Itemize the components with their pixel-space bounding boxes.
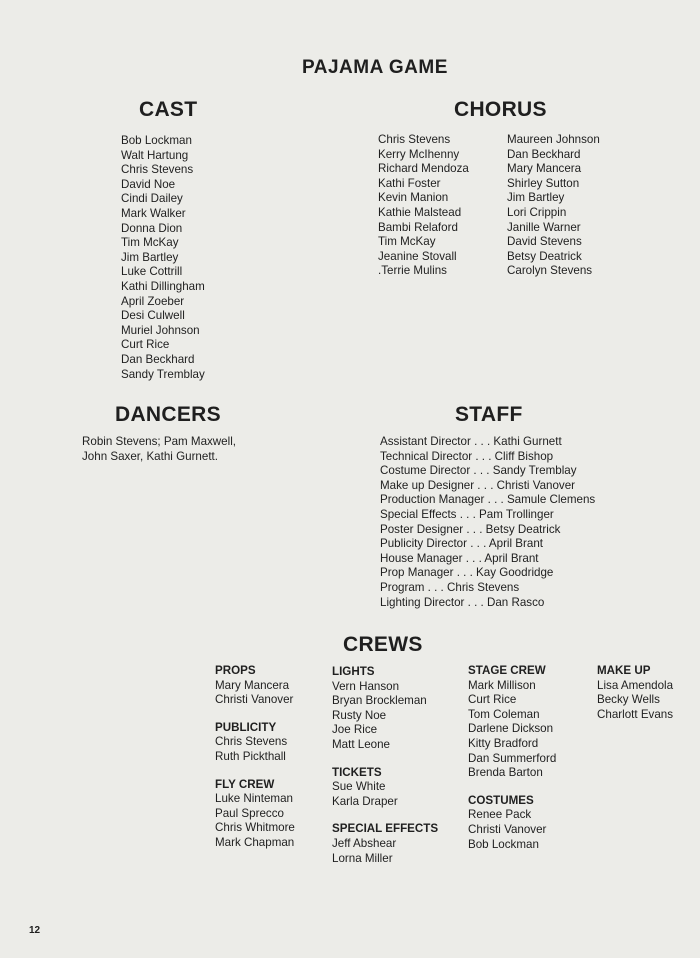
crew-column-3	[468, 664, 556, 852]
crew-name: Mark Chapman	[215, 835, 295, 849]
cast-heading: CAST	[139, 98, 198, 121]
staff-list	[380, 435, 595, 610]
cast-name: April Zoeber	[121, 294, 185, 308]
chorus-name: Kerry McIhenny	[378, 147, 460, 161]
crew-name: Matt Leone	[332, 737, 391, 751]
crew-name: Curt Rice	[468, 693, 517, 707]
crew-name: Joe Rice	[332, 723, 378, 737]
staff-line: Program . . . Chris Stevens	[380, 580, 520, 594]
staff-line: Lighting Director . . . Dan Rasco	[380, 595, 545, 609]
crew-name: Jeff Abshear	[332, 836, 397, 850]
fly-crew-label: FLY CREW	[215, 777, 275, 791]
crew-name: Becky Wells	[597, 693, 660, 707]
crew-name: Bob Lockman	[468, 837, 539, 851]
dancers-heading: DANCERS	[115, 403, 221, 426]
staff-line: Assistant Director . . . Kathi Gurnett	[380, 435, 562, 448]
chorus-name: Lori Crippin	[507, 205, 567, 219]
chorus-heading: CHORUS	[454, 98, 547, 121]
staff-line: Special Effects . . . Pam Trollinger	[380, 507, 554, 521]
special-effects-label: SPECIAL EFFECTS	[332, 822, 439, 836]
staff-line: Costume Director . . . Sandy Tremblay	[380, 464, 577, 478]
cast-name: Desi Culwell	[121, 309, 185, 323]
chorus-name: Chris Stevens	[378, 133, 451, 146]
staff-line: Publicity Director . . . April Brant	[380, 537, 544, 551]
cast-name: Mark Walker	[121, 206, 186, 220]
crew-column-1	[215, 664, 295, 851]
crews-heading: CREWS	[343, 633, 423, 656]
crew-name: Bryan Brockleman	[332, 694, 427, 708]
crew-name: Tom Coleman	[468, 707, 540, 721]
cast-name: David Noe	[121, 177, 176, 191]
chorus-list-right	[507, 133, 600, 279]
chorus-name: Kathie Malstead	[378, 205, 462, 219]
dancers-line: John Saxer, Kathi Gurnett.	[82, 450, 218, 463]
crew-name: Lisa Amendola	[597, 678, 674, 692]
cast-name: Curt Rice	[121, 338, 170, 352]
crew-column-2	[332, 665, 438, 866]
crew-name: Chris Whitmore	[215, 821, 295, 835]
cast-name: Muriel Johnson	[121, 323, 200, 337]
staff-heading: STAFF	[455, 403, 523, 426]
costumes-label: COSTUMES	[468, 793, 534, 807]
staff-line: Poster Designer . . . Betsy Deatrick	[380, 522, 561, 536]
crew-name: Chris Stevens	[215, 735, 288, 749]
tickets-label: TICKETS	[332, 765, 382, 779]
cast-list	[121, 134, 205, 382]
cast-name: Tim McKay	[121, 236, 179, 250]
crew-name: Mark Millison	[468, 678, 536, 692]
cast-name: Bob Lockman	[121, 134, 192, 147]
chorus-name: Bambi Relaford	[378, 220, 458, 234]
lights-label: LIGHTS	[332, 665, 375, 678]
cast-name: Kathi Dillingham	[121, 279, 205, 293]
crew-name: Brenda Barton	[468, 766, 543, 780]
crew-name: Dan Summerford	[468, 751, 557, 765]
chorus-name: Shirley Sutton	[507, 176, 580, 190]
crew-name: Ruth Pickthall	[215, 749, 286, 763]
staff-line: Production Manager . . . Samule Clemens	[380, 493, 596, 507]
dancers-text	[82, 434, 236, 464]
chorus-name: Kathi Foster	[378, 176, 441, 190]
chorus-name: .Terrie Mulins	[378, 264, 447, 278]
cast-name: Donna Dion	[121, 221, 183, 235]
staff-line: Technical Director . . . Cliff Bishop	[380, 449, 554, 463]
chorus-name: Carolyn Stevens	[507, 264, 593, 278]
cast-name: Chris Stevens	[121, 163, 194, 177]
cast-name: Dan Beckhard	[121, 352, 195, 366]
crew-column-4	[597, 664, 673, 722]
staff-line: Make up Designer . . . Christi Vanover	[380, 478, 576, 492]
crew-name: Lorna Miller	[332, 851, 393, 865]
chorus-name: Janille Warner	[507, 220, 581, 234]
crew-name: Christi Vanover	[468, 822, 547, 836]
chorus-name: Jeanine Stovall	[378, 249, 457, 263]
page-number: 12	[29, 925, 41, 936]
publicity-label: PUBLICITY	[215, 720, 277, 734]
crew-name: Christi Vanover	[215, 693, 294, 707]
chorus-name: David Stevens	[507, 235, 582, 249]
staff-line: Prop Manager . . . Kay Goodridge	[380, 566, 554, 580]
crew-name: Vern Hanson	[332, 679, 400, 693]
chorus-name: Tim McKay	[378, 235, 436, 249]
chorus-name: Jim Bartley	[507, 191, 565, 205]
cast-name: Cindi Dailey	[121, 192, 183, 206]
staff-line: House Manager . . . April Brant	[380, 551, 539, 565]
crew-name: Charlott Evans	[597, 707, 674, 721]
chorus-name: Betsy Deatrick	[507, 249, 582, 263]
chorus-name: Maureen Johnson	[507, 133, 600, 146]
crew-name: Mary Mancera	[215, 678, 290, 692]
crew-name: Renee Pack	[468, 808, 532, 822]
cast-name: Luke Cottrill	[121, 265, 183, 279]
crew-name: Rusty Noe	[332, 708, 387, 722]
chorus-name: Mary Mancera	[507, 162, 582, 176]
chorus-name: Richard Mendoza	[378, 162, 469, 176]
chorus-name: Dan Beckhard	[507, 147, 581, 161]
crew-name: Kitty Bradford	[468, 736, 539, 750]
props-label: PROPS	[215, 664, 256, 677]
make-up-label: MAKE UP	[597, 664, 651, 677]
page-title: PAJAMA GAME	[302, 57, 448, 78]
crew-name: Karla Draper	[332, 794, 398, 808]
crew-name: Sue White	[332, 780, 386, 794]
stage-crew-label: STAGE CREW	[468, 664, 546, 677]
chorus-name: Kevin Manion	[378, 191, 449, 205]
cast-name: Walt Hartung	[121, 148, 189, 162]
crew-name: Darlene Dickson	[468, 722, 554, 736]
chorus-list-left	[378, 133, 469, 279]
cast-name: Sandy Tremblay	[121, 367, 205, 381]
cast-name: Jim Bartley	[121, 250, 179, 264]
crew-name: Paul Sprecco	[215, 806, 284, 820]
crew-name: Luke Ninteman	[215, 792, 293, 806]
dancers-line: Robin Stevens; Pam Maxwell,	[82, 435, 237, 448]
